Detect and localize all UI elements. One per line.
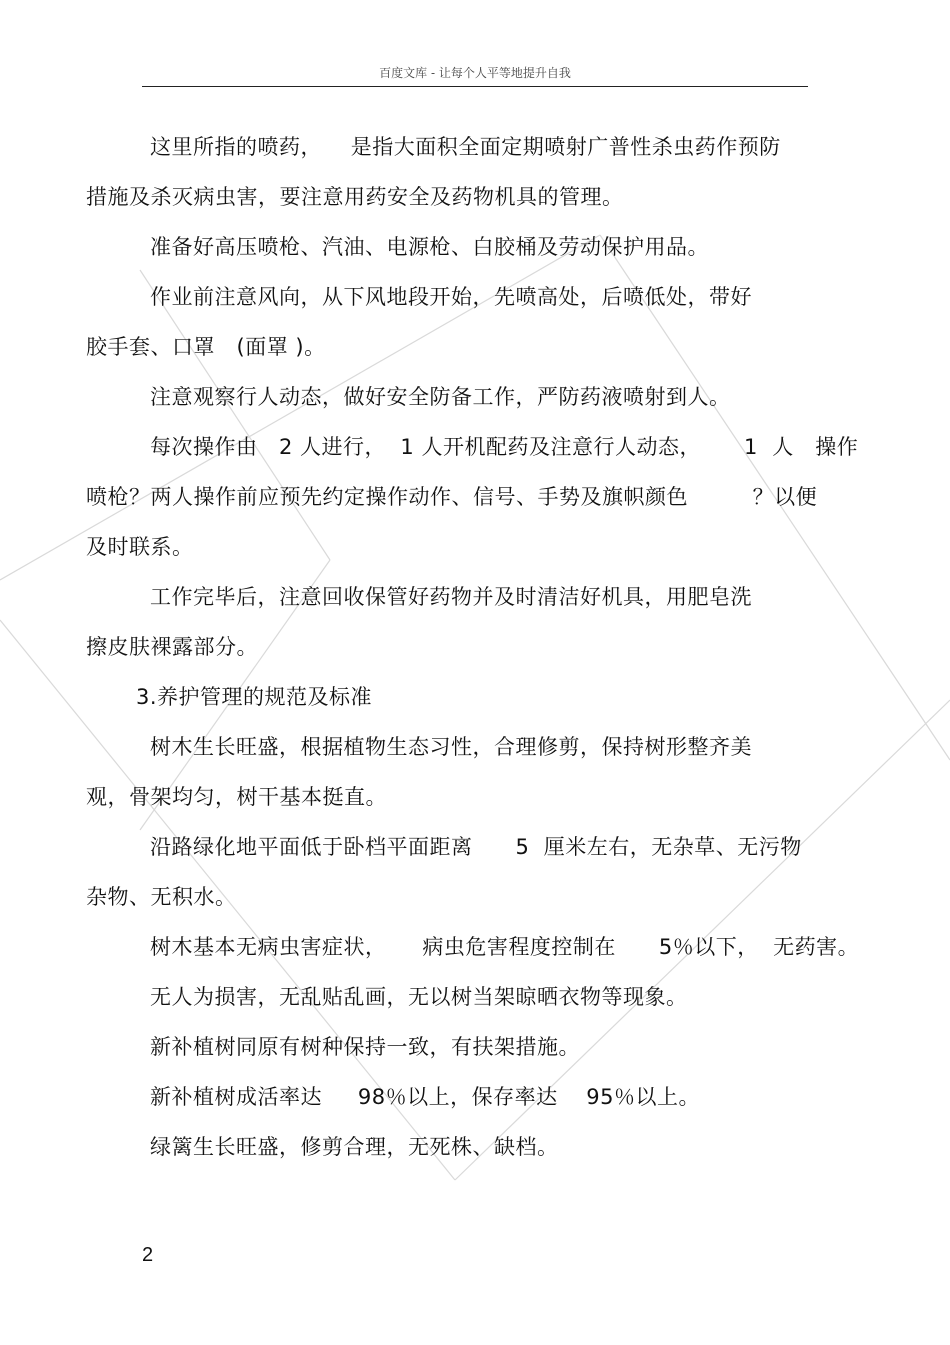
text-line: 喷枪？两人操作前应预先约定操作动作、信号、手势及旗帜颜色 ？以便 <box>86 485 818 509</box>
text-line: 每次操作由 2 人进行， 1 人开机配药及注意行人动态， 1 人 操作 <box>150 435 859 459</box>
text-line: 树木基本无病虫害症状， 病虫危害程度控制在 5％以下， 无药害。 <box>150 935 860 959</box>
text-line: 杂物、无积水。 <box>86 885 237 909</box>
text-line: 作业前注意风向，从下风地段开始，先喷高处，后喷低处，带好 <box>150 285 752 309</box>
text-line: 工作完毕后，注意回收保管好药物并及时清洁好机具，用肥皂洗 <box>150 585 752 609</box>
text-line: 绿篱生长旺盛，修剪合理，无死株、缺档。 <box>150 1135 559 1159</box>
text-line: 无人为损害，无乱贴乱画，无以树当架晾晒衣物等现象。 <box>150 985 688 1009</box>
header-divider <box>142 86 808 87</box>
text-line: 新补植树同原有树种保持一致，有扶架措施。 <box>150 1035 580 1059</box>
text-line: 擦皮肤裸露部分。 <box>86 635 258 659</box>
text-line: 沿路绿化地平面低于卧档平面距离 5 厘米左右，无杂草、无污物 <box>150 835 802 859</box>
text-line: 注意观察行人动态，做好安全防备工作，严防药液喷射到人。 <box>150 385 731 409</box>
text-line: 这里所指的喷药， 是指大面积全面定期喷射广普性杀虫药作预防 <box>150 135 781 159</box>
text-line: 观，骨架均匀，树干基本挺直。 <box>86 785 387 809</box>
text-line: 新补植树成活率达 98％以上，保存率达 95％以上。 <box>150 1085 701 1109</box>
page-number: 2 <box>142 1244 154 1266</box>
text-line: 措施及杀灭病虫害，要注意用药安全及药物机具的管理。 <box>86 185 624 209</box>
page-header: 百度文库 - 让每个人平等地提升自我 <box>379 66 571 80</box>
text-line: 及时联系。 <box>86 535 194 559</box>
text-line: 树木生长旺盛，根据植物生态习性，合理修剪，保持树形整齐美 <box>150 735 752 759</box>
text-line: 准备好高压喷枪、汽油、电源枪、白胶桶及劳动保护用品。 <box>150 235 709 259</box>
section-heading: 3.养护管理的规范及标准 <box>136 685 373 709</box>
text-line: 胶手套、口罩 (面罩 )。 <box>86 335 326 359</box>
